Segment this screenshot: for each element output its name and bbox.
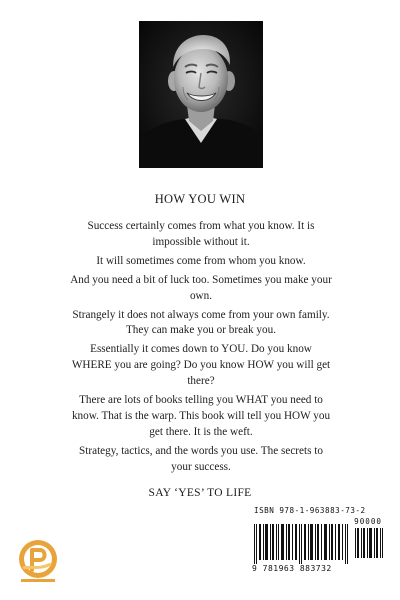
blurb-paragraph: Success certainly comes from what you know. It is impossible without it. xyxy=(87,220,315,248)
headline: HOW YOU WIN xyxy=(154,192,246,206)
publisher-logo xyxy=(15,538,61,584)
blurb-paragraph: Strategy, tactics, and the words you use. The secrets to your success. xyxy=(79,444,323,473)
author-portrait-image xyxy=(139,21,263,168)
blurb-paragraph: And you need a bit of luck too. Sometimes you make your own. xyxy=(70,273,332,302)
blurb-paragraph: It will sometimes come from whom you know. xyxy=(96,254,306,267)
isbn-label: ISBN 978-1-963883-73-2 xyxy=(254,506,366,515)
author-photo xyxy=(139,21,263,168)
publisher-logo-icon xyxy=(15,538,61,584)
isbn-barcode xyxy=(248,504,388,578)
slogan: SAY ‘YES’ TO LIFE xyxy=(148,487,252,499)
ean-digits: 9 781963 883732 xyxy=(252,564,332,573)
barcode-addon-bars xyxy=(354,526,384,558)
blurb xyxy=(70,219,332,479)
blurb-paragraph: Essentially it comes down to YOU. Do you know WHERE you are going? Do you know HOW you will get there? xyxy=(71,343,331,388)
blurb-paragraph: There are lots of books telling you WHAT you need to know. That is the warp. This book will tell you HOW you get there. It is the weft. xyxy=(71,394,331,438)
price-code: 90000 xyxy=(354,517,382,526)
blurb-paragraph: Strangely it does not always come from your own family. They can make you or break you. xyxy=(72,308,330,337)
barcode-bars xyxy=(252,516,352,564)
